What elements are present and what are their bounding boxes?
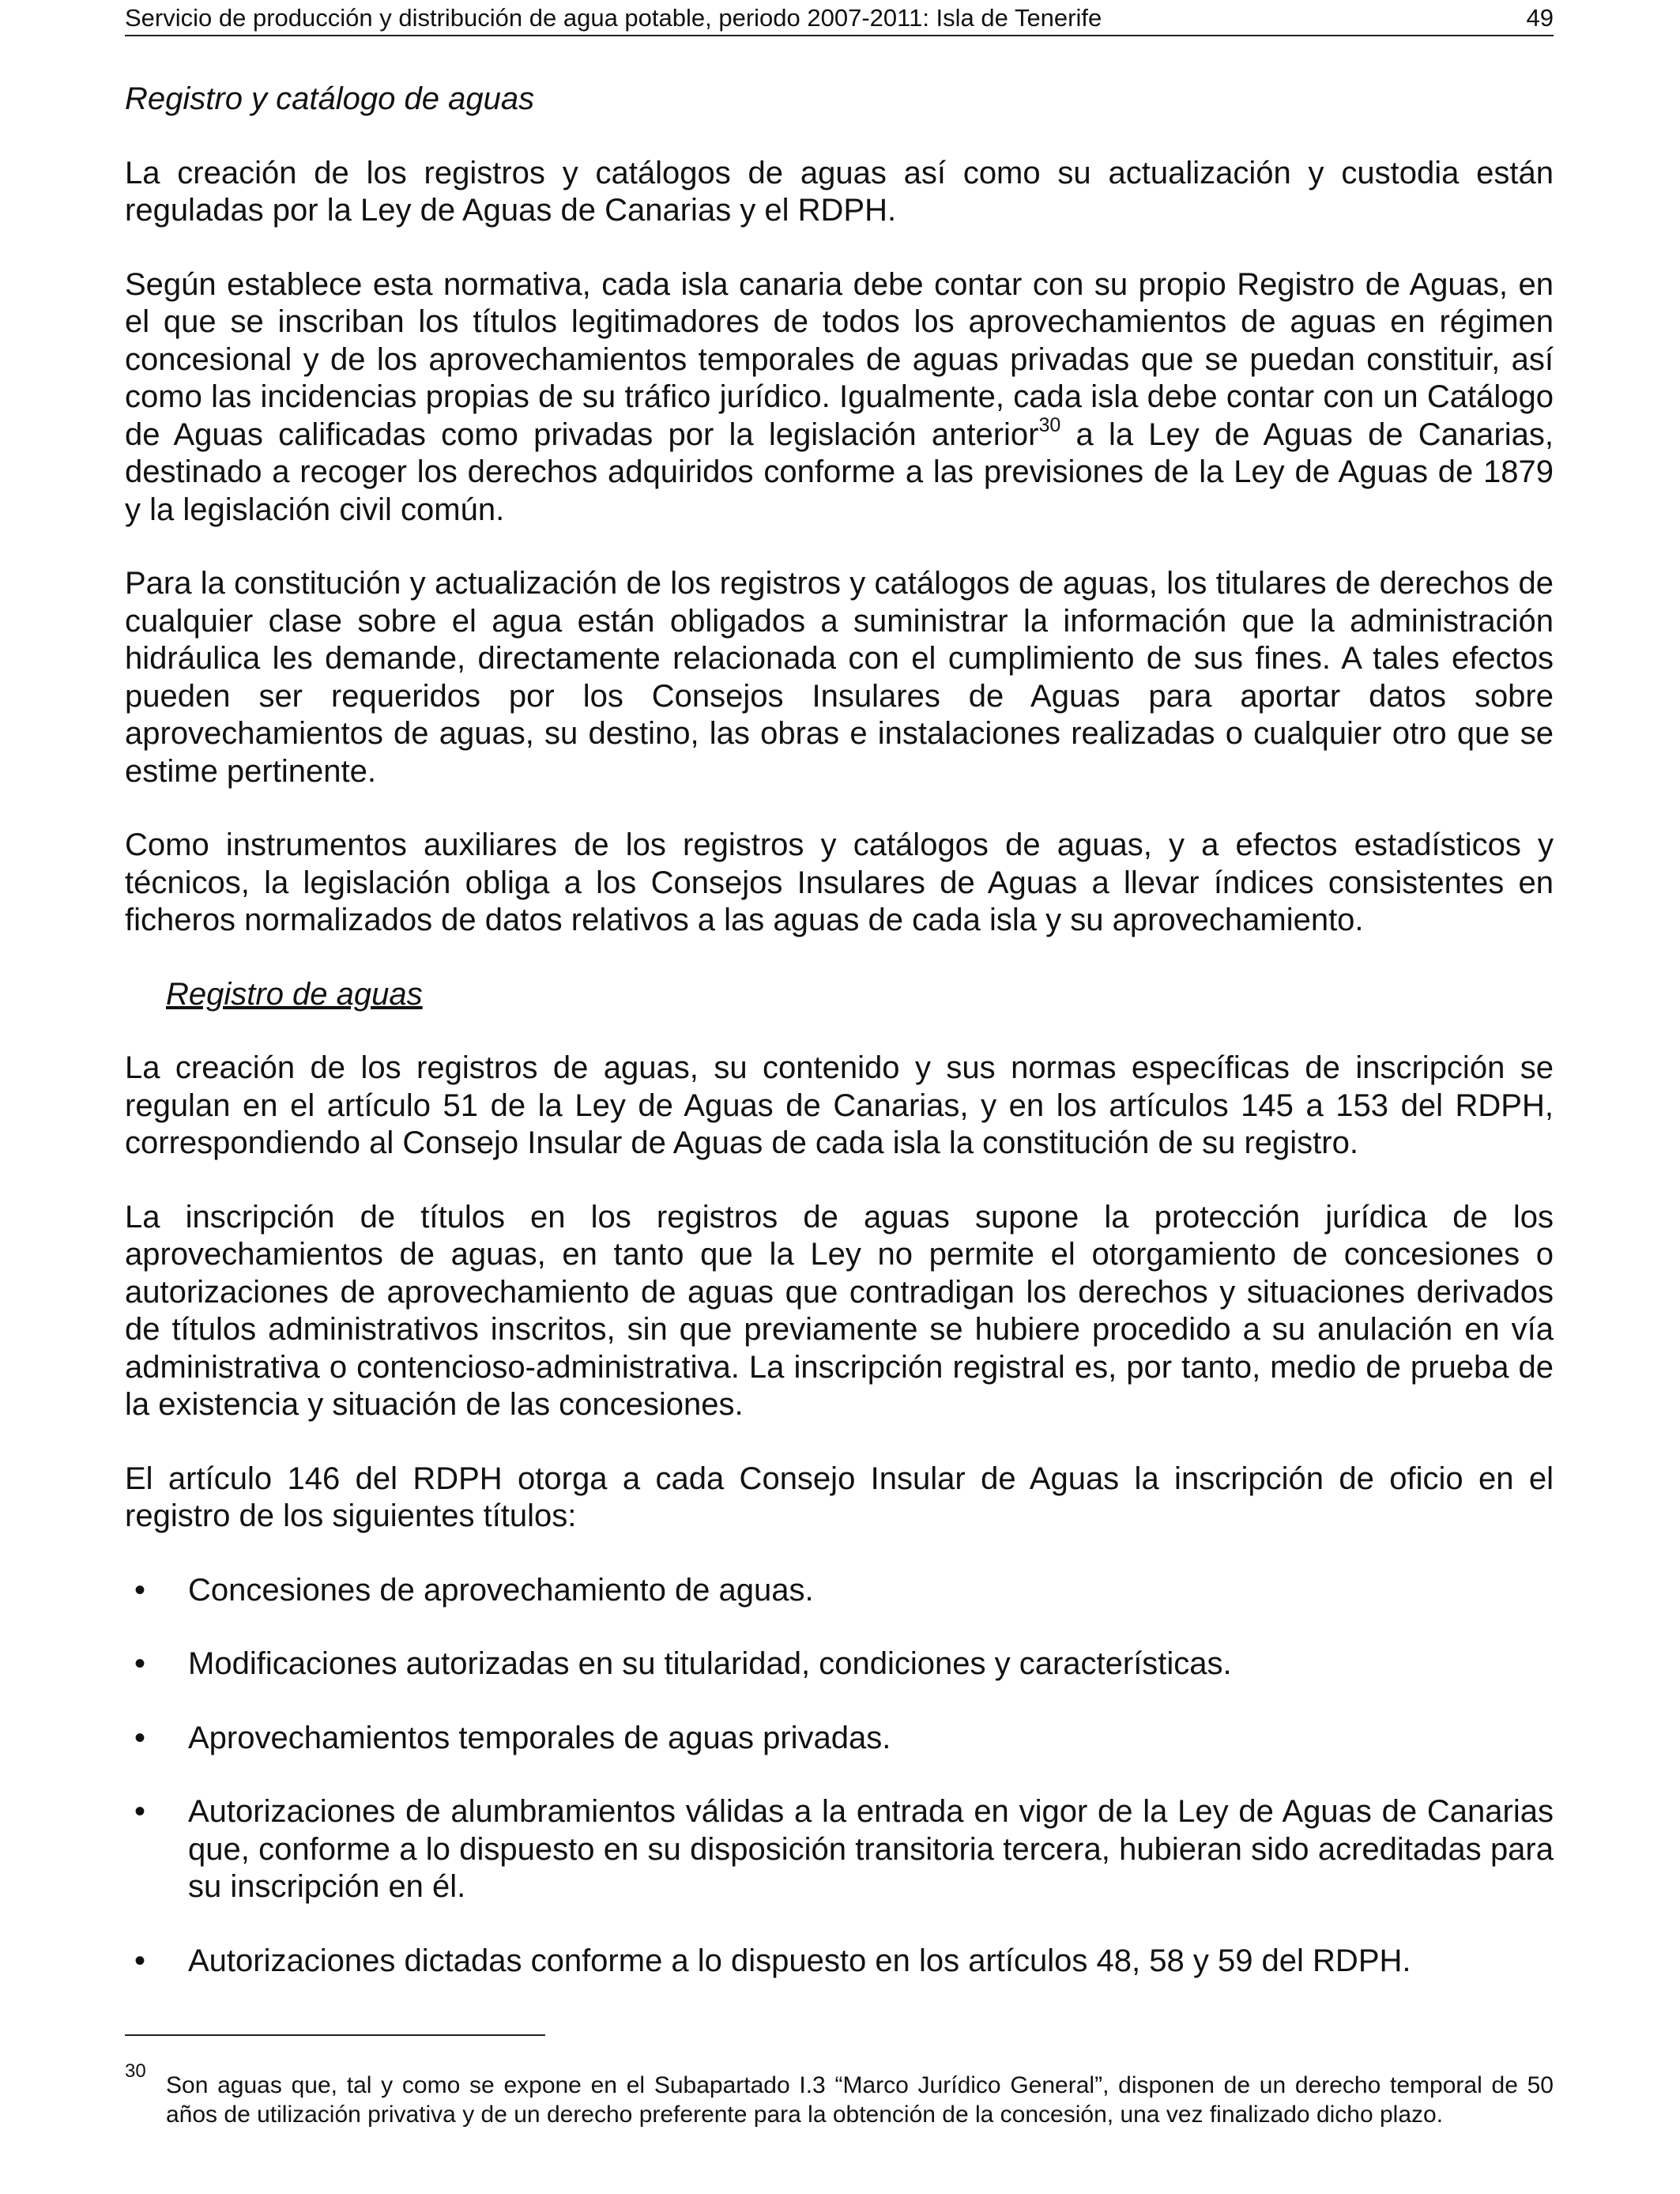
document-body	[125, 81, 1554, 2016]
footnote-reference[interactable]: 30	[1038, 414, 1061, 437]
footnote-separator	[125, 2034, 545, 2036]
list-item-text: Autorizaciones de alumbramientos válidas a la entrada en vigor de la Ley de Aguas de Canarias que, conforme a lo dispuesto en su disposición transitoria tercera, hubieran sido acreditadas para su inscripción en él.	[188, 1794, 1554, 1904]
list-item	[125, 1646, 1554, 1683]
bullet-icon: •	[134, 1646, 146, 1681]
header-title: Servicio de producción y distribución de agua potable, periodo 2007-2011: Isla de Tenerife	[125, 4, 1102, 32]
running-header	[125, 3, 1554, 36]
subsection-heading: Registro de aguas	[166, 976, 423, 1012]
paragraph-6: La inscripción de títulos en los registros de aguas supone la protección jurídica de los aprovechamientos de aguas, en tanto que la Ley no permite el otorgamiento de concesiones o autorizaciones de aprovechamiento de aguas que contradigan los derechos y situaciones derivados de títulos administrativos inscritos, sin que previamente se hubiere procedido a su anulación en vía administrativa o contencioso-administrativa. La inscripción registral es, por tanto, medio de prueba de la existencia y situación de las concesiones.	[125, 1199, 1554, 1422]
paragraph-2-text-before: Según establece esta normativa, cada isla canaria debe contar con su propio Registro de Aguas, en el que se inscriban los títulos legitimadores de todos los aprovechamientos de aguas en régimen concesional y de los aprovechamientos temporales de aguas privadas que se puedan constituir, así como las incidencias propias de su tráfico jurídico. Igualmente, cada isla debe contar con un Catálogo de Aguas calificadas como privadas por la legislación anterior	[125, 266, 1554, 452]
paragraph-1: La creación de los registros y catálogos de aguas así como su actualización y custodia están reguladas por la Ley de Aguas de Canarias y el RDPH.	[125, 155, 1554, 228]
list-item-text: Concesiones de aprovechamiento de aguas.	[188, 1572, 814, 1608]
paragraph-5: La creación de los registros de aguas, su contenido y sus normas específicas de inscripción se regulan en el artículo 51 de la Ley de Aguas de Canarias, y en los artículos 145 a 153 del RDPH, correspondiendo al Consejo Insular de Aguas de cada isla la constitución de su registro.	[125, 1050, 1554, 1160]
bullet-icon: •	[134, 1572, 146, 1608]
list-item	[125, 1793, 1554, 1906]
list-item	[125, 1720, 1554, 1758]
list-item-text: Autorizaciones dictadas conforme a lo dispuesto en los artículos 48, 58 y 59 del RDPH.	[188, 1943, 1411, 1978]
footnote-text: Son aguas que, tal y como se expone en el Subapartado I.3 “Marco Jurídico General”, disponen de un derecho temporal de 50 años de utilización privativa y de un derecho preferente para la obtención de la concesión, una vez finalizado dicho plazo.	[166, 2072, 1554, 2128]
list-item	[125, 1572, 1554, 1610]
list-item	[125, 1943, 1554, 1981]
paragraph-2	[125, 266, 1554, 530]
bullet-icon: •	[134, 1943, 146, 1978]
footnote	[125, 2060, 1554, 2129]
paragraph-7: El artículo 146 del RDPH otorga a cada Consejo Insular de Aguas la inscripción de oficio en el registro de los siguientes títulos:	[125, 1461, 1554, 1533]
bullet-icon: •	[134, 1720, 146, 1755]
bullet-icon: •	[134, 1794, 146, 1829]
paragraph-3: Para la constitución y actualización de los registros y catálogos de aguas, los titulares de derechos de cualquier clase sobre el agua están obligados a suministrar la información que la administración hidráulica les demande, directamente relacionada con el cumplimiento de sus fines. A tales efectos pueden ser requeridos por los Consejos Insulares de Aguas para aportar datos sobre aprovechamientos de aguas, su destino, las obras e instalaciones realizadas o cualquier otro que se estime pertinente.	[125, 566, 1554, 789]
titles-list	[125, 1572, 1554, 1981]
list-item-text: Aprovechamientos temporales de aguas privadas.	[188, 1720, 891, 1755]
paragraph-2-text-after: a la Ley de Aguas de Canarias, destinado a recoger los derechos adquiridos conforme a las previsiones de la Ley de Aguas de 1879 y la legislación civil común.	[125, 417, 1554, 527]
list-item-text: Modificaciones autorizadas en su titularidad, condiciones y características.	[188, 1646, 1232, 1681]
page-number: 49	[1526, 4, 1554, 32]
footnote-number: 30	[125, 2060, 146, 2082]
section-heading: Registro y catálogo de aguas	[125, 81, 535, 116]
paragraph-4: Como instrumentos auxiliares de los registros y catálogos de aguas, y a efectos estadísticos y técnicos, la legislación obliga a los Consejos Insulares de Aguas a llevar índices consistentes en ficheros normalizados de datos relativos a las aguas de cada isla y su aprovechamiento.	[125, 827, 1554, 937]
